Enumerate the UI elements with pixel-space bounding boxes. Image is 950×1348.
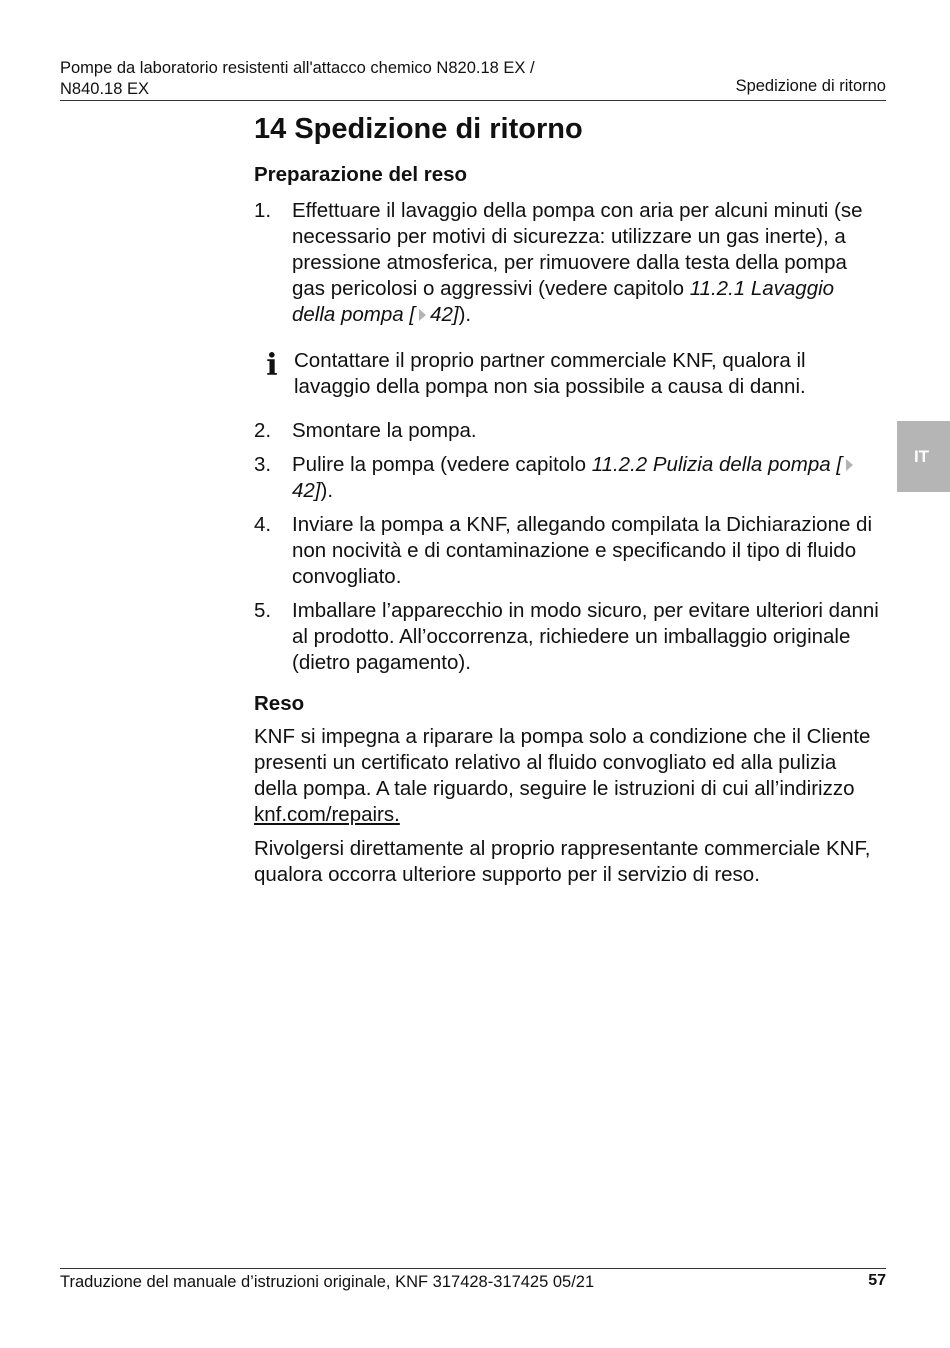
repairs-link[interactable]: knf.com/repairs. bbox=[254, 803, 400, 826]
step-text: Imballare l’apparecchio in modo sicuro, per evitare ulteriori danni al prodotto. All’occorrenza, richiedere un imballaggio originale (dietro pagamento). bbox=[292, 599, 879, 674]
info-icon: i bbox=[266, 348, 278, 383]
cross-reference-page: 42] bbox=[292, 479, 321, 502]
page-number: 57 bbox=[868, 1272, 886, 1289]
step-item bbox=[254, 452, 880, 504]
step-text: Effettuare il lavaggio della pompa con aria per alcuni minuti (se necessario per motivi di sicurezza: utilizzare un gas inerte), a pressione atmosferica, per rimuovere dalla testa della pompa gas pericolosi o aggressivi (vedere capitolo bbox=[292, 199, 863, 300]
return-paragraph-1 bbox=[254, 724, 880, 828]
main-content bbox=[254, 110, 880, 888]
step-number: 4. bbox=[254, 513, 272, 536]
step-text-end: ). bbox=[458, 303, 472, 326]
step-number: 2. bbox=[254, 419, 272, 442]
chapter-title: 14 Spedizione di ritorno bbox=[254, 113, 583, 145]
step-list-continued bbox=[254, 418, 880, 676]
section-heading-return: Reso bbox=[254, 692, 305, 715]
return-paragraph-1-text: KNF si impegna a riparare la pompa solo a condizione che il Cliente presenti un certificato relativo al fluido convogliato ed alla pulizia della pompa. A tale riguardo, seguire le istruzioni di cui all’indirizzo bbox=[254, 725, 871, 800]
footer-document-info: Traduzione del manuale d’istruzioni originale, KNF 317428-317425 05/21 bbox=[60, 1273, 595, 1291]
return-paragraph-2: Rivolgersi direttamente al proprio rappresentante commerciale KNF, qualora occorra ulteriore supporto per il servizio di reso. bbox=[254, 837, 871, 886]
running-header-section: Spedizione di ritorno bbox=[735, 77, 886, 95]
cross-reference-title: 11.2.1 Lavaggio della pompa [ bbox=[292, 277, 835, 326]
step-number: 5. bbox=[254, 599, 272, 622]
step-text: Smontare la pompa. bbox=[292, 419, 477, 442]
cross-reference-title: 11.2.2 Pulizia della pompa [ bbox=[591, 453, 843, 476]
section-heading-preparation: Preparazione del reso bbox=[254, 163, 468, 186]
step-text: Inviare la pompa a KNF, allegando compilata la Dichiarazione di non nocività e di contaminazione e specificando il tipo di fluido convogliato. bbox=[292, 513, 873, 588]
step-item bbox=[254, 598, 880, 676]
header-divider bbox=[60, 100, 886, 101]
cross-reference-page: 42] bbox=[430, 303, 459, 326]
page-arrow-icon bbox=[419, 309, 426, 321]
page-arrow-icon bbox=[846, 459, 853, 471]
info-note-text: Contattare il proprio partner commerciale KNF, qualora il lavaggio della pompa non sia possibile a causa di danni. bbox=[294, 349, 806, 398]
step-number: 1. bbox=[254, 199, 272, 222]
step-text: Pulire la pompa (vedere capitolo bbox=[292, 453, 592, 476]
language-tab: IT bbox=[897, 421, 950, 492]
step-list bbox=[254, 198, 880, 328]
footer-divider bbox=[60, 1268, 886, 1269]
step-item bbox=[254, 198, 880, 328]
header-line-1: Pompe da laboratorio resistenti all'attacco chemico N820.18 EX / bbox=[60, 59, 535, 77]
step-number: 3. bbox=[254, 453, 272, 476]
info-note bbox=[254, 348, 880, 400]
step-text-end: ). bbox=[320, 479, 334, 502]
header-line-2: N840.18 EX bbox=[60, 80, 149, 98]
step-item bbox=[254, 418, 880, 444]
step-item bbox=[254, 512, 880, 590]
running-header-title bbox=[60, 58, 535, 100]
